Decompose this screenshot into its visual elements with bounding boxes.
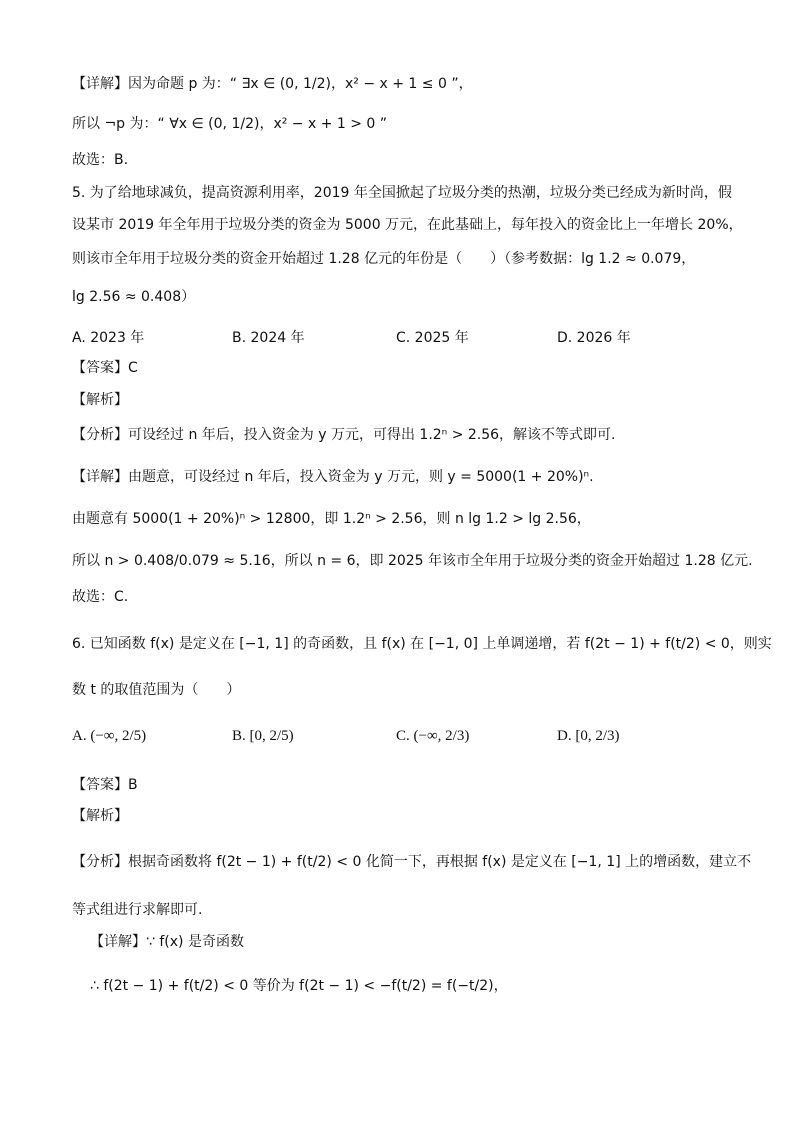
q5-answer: 【答案】C bbox=[72, 360, 138, 376]
question-5-line-2: 设某市 2019 年全年用于垃圾分类的资金为 5000 万元，在此基础上，每年投入的资金比上一年增长 20%， bbox=[72, 217, 743, 233]
q5-detail-3: 所以 n > 0.408/0.079 ≈ 5.16，所以 n = 6，即 2025 年该市全年用于垃圾分类的资金开始超过 1.28 亿元. bbox=[72, 553, 753, 569]
question-5-line-3: 则该市全年用于垃圾分类的资金开始超过 1.28 亿元的年份是（ ）（参考数据：lg 1.2 ≈ 0.079， bbox=[72, 251, 696, 267]
q5-analysis: 【分析】可设经过 n 年后，投入资金为 y 万元，可得出 1.2ⁿ > 2.56，解该不等式即可. bbox=[72, 427, 616, 443]
q6-answer: 【答案】B bbox=[72, 777, 138, 793]
q6-option-c: C. (−∞, 2/3) bbox=[396, 728, 470, 744]
q5-analysis-header: 【解析】 bbox=[72, 392, 128, 408]
q5-conclusion: 故选：C. bbox=[72, 589, 129, 605]
q5-detail-2: 由题意有 5000(1 + 20%)ⁿ > 12800，即 1.2ⁿ > 2.56，则 n lg 1.2 > lg 2.56， bbox=[72, 511, 591, 527]
q5-detail-1: 【详解】由题意，可设经过 n 年后，投入资金为 y 万元，则 y = 5000(1 + 20%)ⁿ. bbox=[72, 469, 594, 485]
q6-analysis-header: 【解析】 bbox=[72, 808, 128, 824]
question-6-line-2: 数 t 的取值范围为（ ） bbox=[72, 682, 241, 698]
q5-option-b: B. 2024 年 bbox=[232, 330, 305, 346]
q6-detail-1: 【详解】∵ f(x) 是奇函数 bbox=[90, 934, 244, 950]
question-6-line-1: 6. 已知函数 f(x) 是定义在 [−1, 1] 的奇函数，且 f(x) 在 [−1, 0] 上单调递增，若 f(2t − 1) + f(t/2) < 0，则实 bbox=[72, 636, 772, 652]
q6-option-d: D. [0, 2/3) bbox=[557, 728, 620, 744]
question-5-line-1: 5. 为了给地球减负，提高资源利用率，2019 年全国掀起了垃圾分类的热潮，垃圾分类已经成为新时尚，假 bbox=[72, 185, 732, 201]
q6-analysis-2: 等式组进行求解即可. bbox=[72, 902, 203, 918]
question-5-line-4: lg 2.56 ≈ 0.408） bbox=[72, 289, 196, 305]
q5-option-a: A. 2023 年 bbox=[72, 330, 145, 346]
q6-option-b: B. [0, 2/5) bbox=[232, 728, 294, 744]
detail-line-2: 所以 ¬p 为：“ ∀x ∈ (0, 1/2)，x² − x + 1 > 0 ” bbox=[72, 116, 388, 132]
detail-line-1: 【详解】因为命题 p 为：“ ∃x ∈ (0, 1/2)，x² − x + 1 ≤ 0 ”， bbox=[72, 76, 473, 92]
q6-option-a: A. (−∞, 2/5) bbox=[72, 728, 147, 744]
q6-analysis-1: 【分析】根据奇函数将 f(2t − 1) + f(t/2) < 0 化简一下，再根据 f(x) 是定义在 [−1, 1] 上的增函数，建立不 bbox=[72, 854, 752, 870]
q5-option-c: C. 2025 年 bbox=[396, 330, 469, 346]
q6-detail-2: ∴ f(2t − 1) + f(t/2) < 0 等价为 f(2t − 1) < −f(t/2) = f(−t/2)， bbox=[90, 978, 508, 994]
q5-option-d: D. 2026 年 bbox=[557, 330, 631, 346]
answer-choice-line: 故选：B. bbox=[72, 152, 129, 168]
